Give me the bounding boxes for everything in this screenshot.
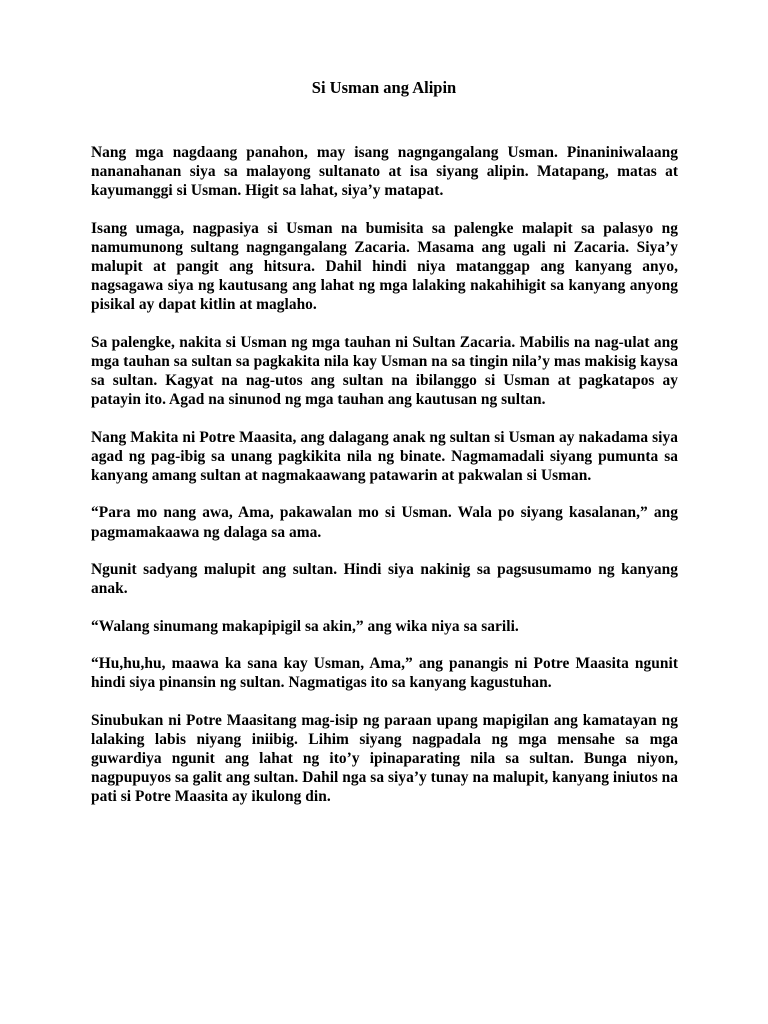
paragraph-5: “Para mo nang awa, Ama, pakawalan mo si Usman. Wala po siyang kasalanan,” ang pagmamakaawa ng dalaga sa ama.: [91, 504, 678, 541]
paragraph-2: Isang umaga, nagpasiya si Usman na bumisita sa palengke malapit sa palasyo ng namumunong sultang nagngangalang Zacaria. Masama ang ugali ni Zacaria. Siya’y malupit at pangit ang hitsura. Dahil hindi niya matanggap ang kanyang anyo, nagsagawa siya ng kautusang ang lahat ng mga lalaking nakahihigit sa kanyang anyong pisikal ay dapat kitlin at maglaho.: [91, 219, 678, 314]
paragraph-7: “Walang sinumang makapipigil sa akin,” ang wika niya sa sarili.: [91, 617, 519, 635]
paragraph-3: Sa palengke, nakita si Usman ng mga tauhan ni Sultan Zacaria. Mabilis na nag-ulat ang mga tauhan sa sultan sa pagkakita nila kay Usman na sa tingin nila’y mas makisig kaysa sa sultan. Kagyat na nag-utos ang sultan na ibilanggo si Usman at pagkatapos ay patayin ito. Agad na sinunod ng mga tauhan ang kautusan ng sultan.: [91, 333, 678, 409]
paragraph-8: “Hu,hu,hu, maawa ka sana kay Usman, Ama,” ang panangis ni Potre Maasita ngunit hindi siya pinansin ng sultan. Nagmatigas ito sa kanyang kagustuhan.: [91, 655, 678, 692]
paragraph-9: Sinubukan ni Potre Maasitang mag-isip ng paraan upang mapigilan ang kamatayan ng lalaking labis niyang iniibig. Lihim siyang nagpadala ng mga mensahe sa mga guwardiya ngunit ang lahat ng ito’y ipinaparating nila sa sultan. Bunga niyon, nagpupuyos sa galit ang sultan. Dahil nga sa siya’y tunay na malupit, kanyang iniutos na pati si Potre Maasita ay ikulong din.: [91, 712, 678, 806]
paragraph-6: Ngunit sadyang malupit ang sultan. Hindi siya nakinig sa pagsusumamo ng kanyang anak.: [91, 561, 678, 598]
paragraph-1: Nang mga nagdaang panahon, may isang nagngangalang Usman. Pinaniniwalaang nananahanan siya sa malayong sultanato at isa siyang alipin. Matapang, matas at kayumanggi si Usman. Higit sa lahat, siya’y matapat.: [91, 144, 678, 200]
document-title: Si Usman ang Alipin: [311, 78, 457, 97]
document-body: [91, 143, 678, 825]
paragraph-4: Nang Makita ni Potre Maasita, ang dalagang anak ng sultan si Usman ay nakadama siya agad ng pag-ibig sa unang pagkikita nila ng binate. Nagmamadali siyang pumunta sa kanyang amang sultan at nagmakaawang patawarin at pakwalan si Usman.: [91, 428, 678, 484]
